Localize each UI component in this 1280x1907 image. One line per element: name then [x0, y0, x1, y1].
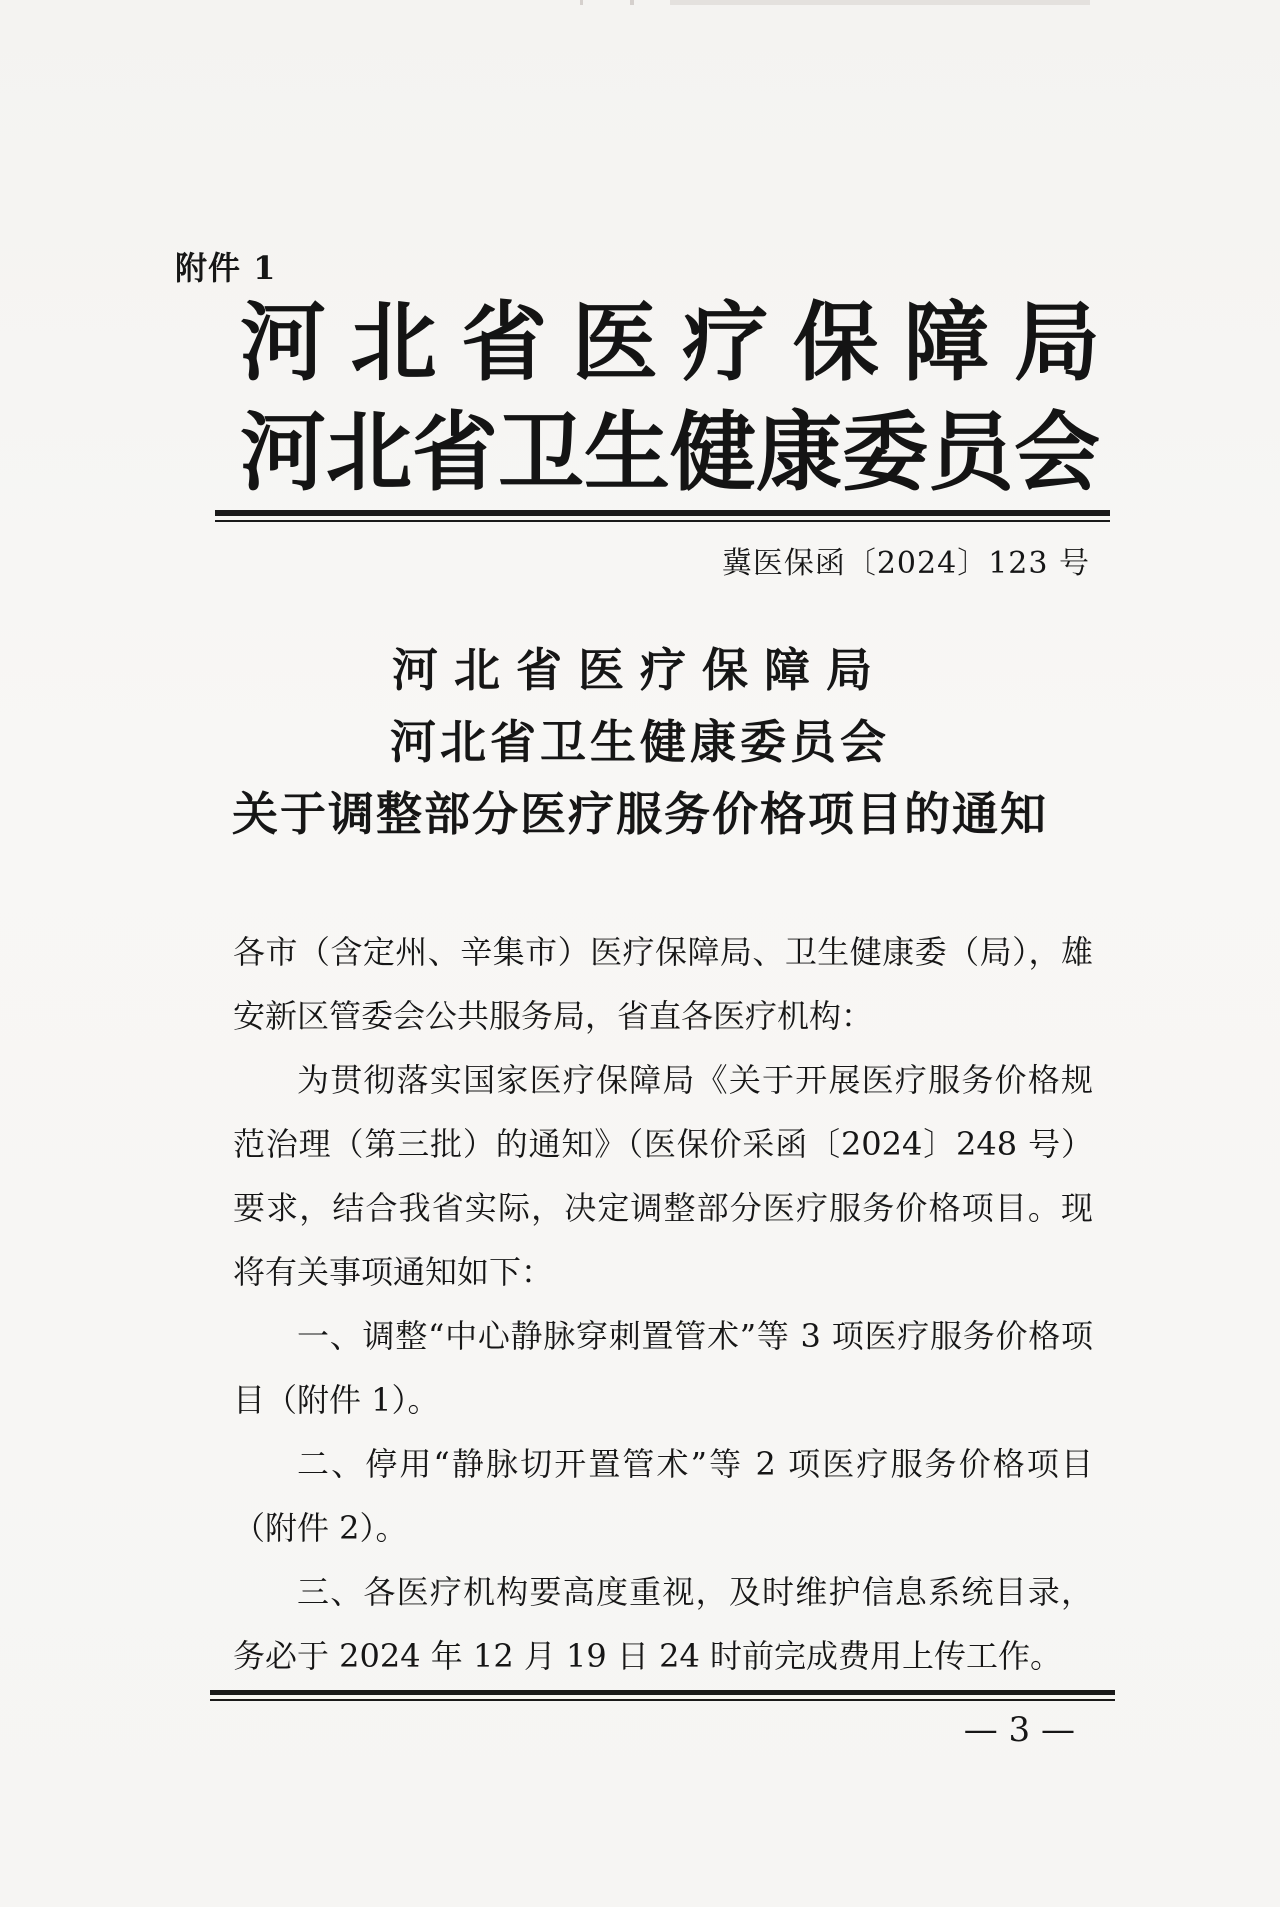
header-divider-thin: [215, 520, 1110, 522]
notice-body: [233, 920, 1093, 1688]
body-paragraph: 二、停用“静脉切开置管术”等 2 项医疗服务价格项目（附件 2）。: [233, 1445, 1093, 1547]
notice-title-line2: 河北省卫生健康委员会: [390, 715, 890, 769]
body-paragraph: 一、调整“中心静脉穿刺置管术”等 3 项医疗服务价格项目（附件 1）。: [233, 1317, 1093, 1419]
footer-divider-thick: [210, 1690, 1115, 1695]
body-paragraph: 三、各医疗机构要高度重视，及时维护信息系统目录，务必于 2024 年 12 月 19 日 24 时前完成费用上传工作。: [233, 1573, 1093, 1675]
page-number: — 3 —: [963, 1710, 1075, 1750]
notice-title-line1: 河北省医疗保障局: [392, 643, 888, 697]
issuer-heading-health-commission: 河北省卫生健康委员会: [240, 402, 1100, 503]
body-paragraph: 为贯彻落实国家医疗保障局《关于开展医疗服务价格规范治理（第三批）的通知》（医保价采函〔2024〕248 号）要求，结合我省实际，决定调整部分医疗服务价格项目。现将有关事项通知如下：: [233, 1061, 1093, 1291]
document-number: 冀医保函〔2024〕123 号: [721, 546, 1090, 581]
notice-title-line3: 关于调整部分医疗服务价格项目的通知: [232, 787, 1048, 841]
footer-divider-thin: [210, 1699, 1115, 1701]
issuer-heading-medical-security: 河北省医疗保障局: [240, 292, 1100, 393]
salutation: 各市（含定州、辛集市）医疗保障局、卫生健康委（局），雄安新区管委会公共服务局，省直各医疗机构：: [233, 933, 1093, 1035]
header-divider-thick: [215, 510, 1110, 516]
attachment-label: 附件 1: [175, 249, 277, 287]
scan-edge-marks: [560, 0, 1260, 6]
